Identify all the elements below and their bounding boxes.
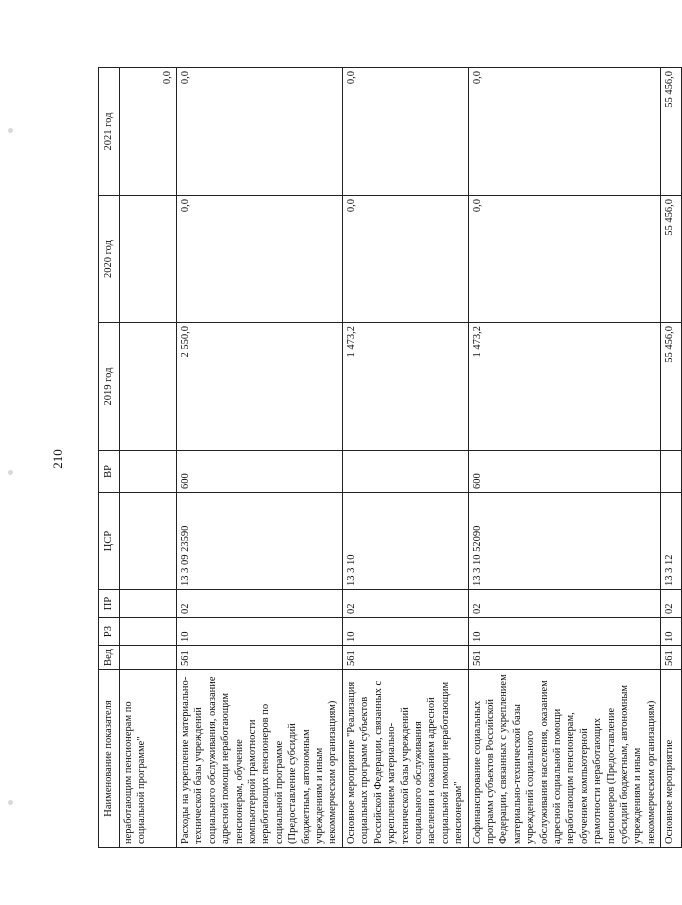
row-ved	[120, 646, 177, 670]
header-pr: ПР	[99, 590, 120, 618]
row-csr	[120, 493, 177, 590]
binder-hole	[8, 128, 13, 133]
row-ved: 561	[177, 646, 343, 670]
row-rz: 10	[342, 618, 468, 646]
row-rz: 10	[468, 618, 661, 646]
row-csr: 13 3 10 52090	[468, 493, 661, 590]
row-rz	[120, 618, 177, 646]
row-2020	[120, 196, 177, 323]
header-csr: ЦСР	[99, 493, 120, 590]
row-2021: 0,0	[342, 68, 468, 196]
row-2019: 1 473,2	[342, 323, 468, 451]
row-2020: 55 456,0	[661, 196, 682, 323]
row-2019: 1 473,2	[468, 323, 661, 451]
row-2019	[120, 323, 177, 451]
row-2019: 55 456,0	[661, 323, 682, 451]
row-ved: 561	[661, 646, 682, 670]
row-vr	[661, 451, 682, 493]
row-pr: 02	[661, 590, 682, 618]
row-ved: 561	[468, 646, 661, 670]
row-vr: 600	[177, 451, 343, 493]
table-row	[661, 68, 682, 848]
header-2020: 2020 год	[99, 196, 120, 323]
header-2021: 2021 год	[99, 68, 120, 196]
header-ved: Вед	[99, 646, 120, 670]
row-csr: 13 3 10	[342, 493, 468, 590]
row-2019: 2 550,0	[177, 323, 343, 451]
rotated-table-wrapper	[98, 68, 676, 848]
row-2021: 55 456,0	[661, 68, 682, 196]
row-2021: 0,0	[120, 68, 177, 196]
table-row	[342, 68, 468, 848]
row-pr: 02	[468, 590, 661, 618]
row-ved: 561	[342, 646, 468, 670]
row-csr: 13 3 09 23590	[177, 493, 343, 590]
row-name: Софинансирование социальных программ субъектов Российской Федерации, связанных с укреплением материально-технической базы учреждений социального обслуживания населения, оказанием адресной социальной помощи неработающим пенсионерам, обучением компьютерной грамотности неработающих пенсионеров (Предоставление субсидий бюджетным, автономным учреждениям и иным некоммерческим организациям)	[468, 670, 661, 848]
row-pr: 02	[177, 590, 343, 618]
row-2021: 0,0	[468, 68, 661, 196]
row-pr	[120, 590, 177, 618]
row-2020: 0,0	[177, 196, 343, 323]
row-name: Основное мероприятие "Реализация социальных программ субъектов Российской Федерации, связанных с укреплением материально-технической базы учреждений социального обслуживания населения и оказанием адресной социальной помощи неработающим пенсионерам"	[342, 670, 468, 848]
header-vr: ВР	[99, 451, 120, 493]
row-vr	[120, 451, 177, 493]
row-2020: 0,0	[342, 196, 468, 323]
row-rz: 10	[661, 618, 682, 646]
table-row	[177, 68, 343, 848]
row-rz: 10	[177, 618, 343, 646]
row-2020: 0,0	[468, 196, 661, 323]
budget-table	[98, 67, 682, 848]
row-vr	[342, 451, 468, 493]
header-2019: 2019 год	[99, 323, 120, 451]
row-name: Расходы на укрепление материально-технической базы учреждений социального обслуживания, оказание адресной помощи неработающим пенсионерам, обучение компьютерной грамотности неработающих пенсионеров по социальной программе (Предоставление субсидий бюджетным, автономным учреждениям и иным некоммерческим организациям)	[177, 670, 343, 848]
row-2021: 0,0	[177, 68, 343, 196]
row-vr: 600	[468, 451, 661, 493]
row-pr: 02	[342, 590, 468, 618]
table-header-row	[99, 68, 120, 848]
table-row	[120, 68, 177, 848]
row-csr: 13 3 12	[661, 493, 682, 590]
binder-hole	[8, 800, 13, 805]
row-name: Основное мероприятие	[661, 670, 682, 848]
header-rz: РЗ	[99, 618, 120, 646]
table-row	[468, 68, 661, 848]
row-name: неработающим пенсионерам по социальной программе"	[120, 670, 177, 848]
page-number: 210	[50, 449, 65, 469]
binder-hole	[8, 470, 13, 475]
header-name: Наименование показателя	[99, 670, 120, 848]
